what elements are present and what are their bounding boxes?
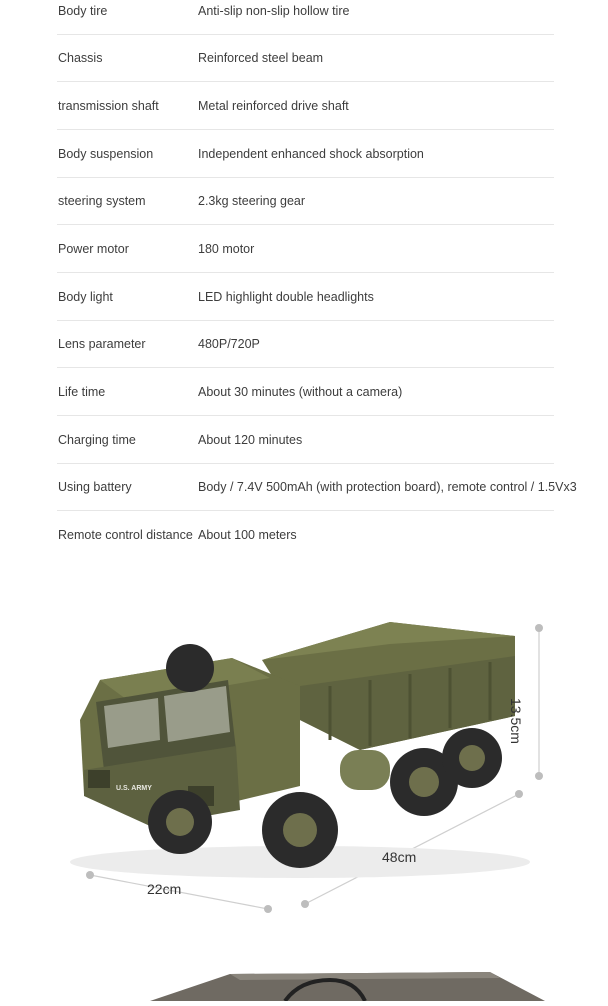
spec-value: 180 motor xyxy=(198,241,255,256)
spec-label: Remote control distance xyxy=(58,527,193,542)
dimension-width-label: 48cm xyxy=(382,849,417,865)
spec-label: Chassis xyxy=(58,50,103,65)
spec-row xyxy=(57,368,554,416)
badge-text: U.S. ARMY xyxy=(116,785,152,792)
spec-label: Body suspension xyxy=(58,146,154,161)
spec-label: Power motor xyxy=(58,241,129,256)
spec-row xyxy=(57,225,554,273)
spec-label: Charging time xyxy=(58,432,136,447)
spec-label: transmission shaft xyxy=(58,98,159,113)
spec-row xyxy=(57,82,554,130)
spec-label: Lens parameter xyxy=(58,336,146,351)
dimension-depth-label: 22cm xyxy=(147,881,182,897)
spec-label: Life time xyxy=(58,384,106,399)
spec-label: Using battery xyxy=(58,479,132,494)
spec-row xyxy=(57,511,554,558)
dimension-height-label: 13.5cm xyxy=(508,698,524,744)
spec-value: LED highlight double headlights xyxy=(198,289,374,304)
spec-value: Independent enhanced shock absorption xyxy=(198,146,424,161)
spec-value: Anti-slip non-slip hollow tire xyxy=(198,3,350,18)
spec-value: About 120 minutes xyxy=(198,432,303,447)
spec-row xyxy=(57,177,554,225)
spec-value: Body / 7.4V 500mAh (with protection board), remote control / 1.5Vx3 xyxy=(198,479,577,494)
spec-row xyxy=(57,320,554,368)
spec-value: 2.3kg steering gear xyxy=(198,193,306,208)
spec-row xyxy=(57,463,577,511)
spec-value: Reinforced steel beam xyxy=(198,50,324,65)
spec-value: 480P/720P xyxy=(198,336,260,351)
spec-row xyxy=(57,273,554,321)
spec-value: About 100 meters xyxy=(198,527,297,542)
truck-product-image xyxy=(0,600,608,930)
spec-row xyxy=(57,130,554,178)
spec-row xyxy=(57,0,554,35)
box-illustration xyxy=(0,960,608,1001)
spec-value: About 30 minutes (without a camera) xyxy=(198,384,403,399)
spec-label: steering system xyxy=(58,193,146,208)
spec-row xyxy=(57,416,554,464)
spec-row xyxy=(57,34,554,82)
truck-illustration xyxy=(0,600,608,930)
packaging-box-image xyxy=(0,960,608,1001)
spec-label: Body light xyxy=(58,289,113,304)
spec-label: Body tire xyxy=(58,3,108,18)
spec-value: Metal reinforced drive shaft xyxy=(198,98,349,113)
